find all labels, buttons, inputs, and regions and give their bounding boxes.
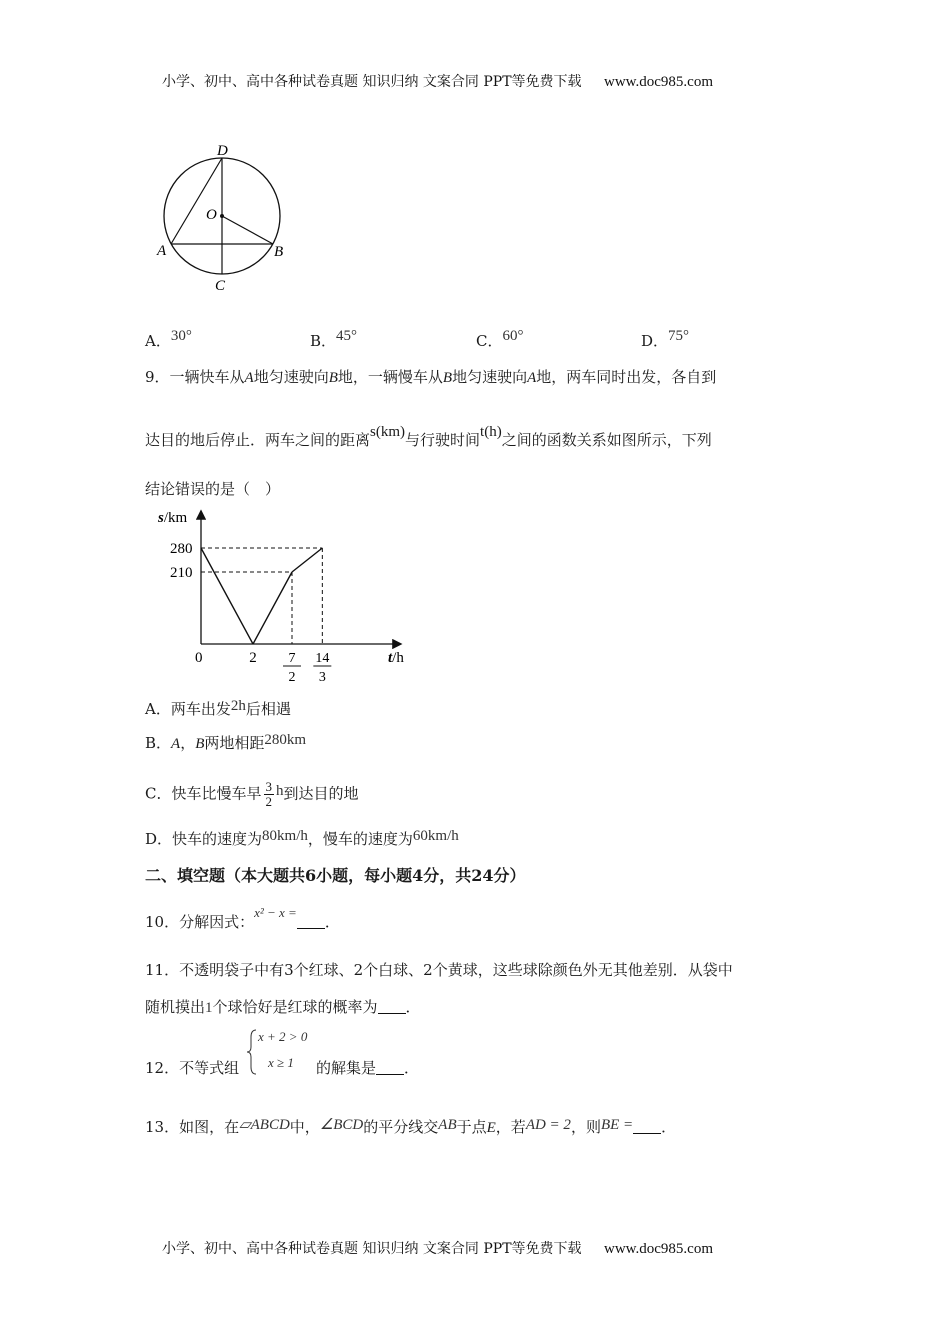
label-a: A [157,243,167,259]
q9-option-a: A．两车出发2h后相遇 [145,698,291,718]
q12-answer-blank[interactable] [376,1060,404,1075]
q12-post: 的解集是 ． [316,1059,420,1077]
series-segment-1 [201,548,253,644]
q12-ineq1: x + 2 > 0 [258,1029,308,1044]
y-axis-label: s/km [158,510,188,526]
q12-system [246,1027,306,1077]
x-tick-den-2: 2 [288,670,296,685]
frac-3-2: $\frac{3}{2}$ [265,779,272,809]
q10: 10．分解因式：x² − x =． [145,905,340,931]
q9-option-b: B．A，B两地相距280km [145,732,307,752]
footer-text: 小学、初中、高中各种试卷真题 知识归纳 文案合同 PPT等免费下载 [162,1241,582,1257]
label-o: O [206,207,217,223]
q8-circle-figure [150,138,300,298]
page-footer [162,1238,713,1258]
q13-answer-blank[interactable] [633,1119,661,1134]
q9-option-d: D．快车的速度为80km/h，慢车的速度为60km/h [145,828,459,848]
series-segment-2 [253,572,292,644]
label-b: B [274,244,284,260]
radius-ob [222,216,273,244]
q12-ineq2: x ≥ 1 [268,1055,294,1070]
brace-icon [246,1027,258,1077]
x-tick-num-14: 14 [315,651,330,666]
x-tick-label-2: 2 [249,650,257,666]
header-url: www.doc985.com [603,74,713,90]
x-tick-den-3: 3 [318,670,326,685]
label-d: D [217,143,228,159]
center-point [220,214,224,218]
q13: 13．如图，在▱ABCD中，∠BCD的平分线交AB于点E，若AD = 2，则BE = ． [145,1117,677,1136]
q11-answer-blank[interactable] [378,999,406,1014]
q9-line3: 结论错误的是（ ） [145,480,281,498]
q8-option-a: A．30° [145,328,192,350]
q9-graph [150,500,420,690]
q12-pre: 12．不等式组 [145,1059,240,1077]
s-km-math: s(km) [370,424,406,440]
label-c: C [215,278,226,294]
q8-option-b: B．45° [310,328,358,350]
q9-line2: 达目的地后停止．两车之间的距离s(km)与行驶时间t(h)之间的函数关系如图所示，下列 [145,424,712,449]
origin-label: 0 [195,650,203,666]
chord-ad [171,158,222,244]
series-segment-3 [292,548,322,572]
q8-option-d: D．75° [641,328,690,350]
q9-line1: 9．一辆快车从A地匀速驶向B地，一辆慢车从B地匀速驶向A地，两车同时出发，各自到 [145,368,717,386]
header-text: 小学、初中、高中各种试卷真题 知识归纳 文案合同 PPT等免费下载 [162,74,582,90]
section-2-title: 二、填空题（本大题共6小题，每小题4分，共24分） [145,866,526,885]
footer-url: www.doc985.com [603,1241,713,1257]
x-axis-label: t/h [388,650,404,666]
q11-line2: 随机摸出1个球恰好是红球的概率为 ． [145,998,421,1016]
q8-option-c: C．60° [476,328,524,350]
q9-option-c: C．快车比慢车早 $\frac{3}{2}$ h到达目的地 [145,779,359,809]
x-tick-num-7: 7 [288,651,296,666]
page-header [162,71,713,91]
t-h-math: t(h) [480,424,502,440]
q11-line1: 11．不透明袋子中有3个红球、2个白球、2个黄球，这些球除颜色外无其他差别．从袋中 [145,961,733,979]
y-tick-label-210: 210 [170,565,193,581]
q10-answer-blank[interactable] [297,914,325,929]
q10-math: x² − x = [254,905,297,920]
y-tick-label-280: 280 [170,541,193,557]
